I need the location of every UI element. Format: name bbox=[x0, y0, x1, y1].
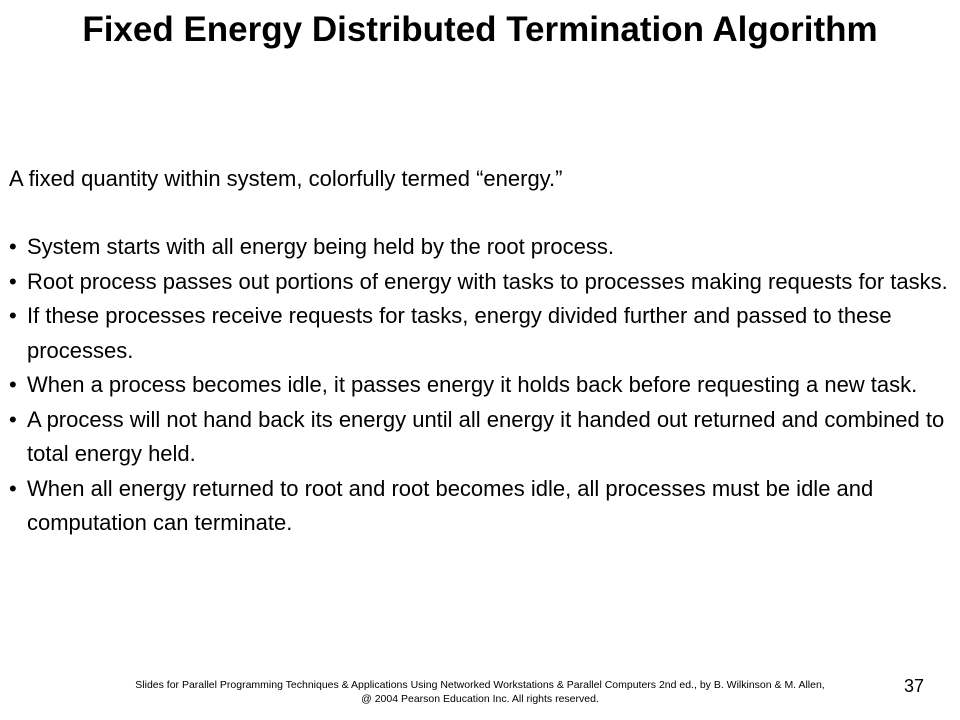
bullet-item bbox=[9, 230, 954, 265]
bullet-item bbox=[9, 368, 954, 403]
slide-footer bbox=[20, 678, 940, 706]
slide-title: Fixed Energy Distributed Termination Algorithm bbox=[82, 10, 878, 49]
bullet-text: If these processes receive requests for tasks, energy divided further and passed to these processes. bbox=[27, 303, 892, 363]
footer-credit: Slides for Parallel Programming Techniques & Applications Using Networked Workstations & Parallel Computers 2nd ed., by B. Wilkinson & M. Allen, bbox=[135, 679, 825, 691]
bullet-list bbox=[9, 230, 954, 541]
page-number: 37 bbox=[903, 676, 924, 696]
bullet-icon: • bbox=[9, 475, 17, 501]
bullet-icon: • bbox=[9, 372, 17, 397]
bullet-item bbox=[9, 403, 954, 472]
footer-copyright: @ 2004 Pearson Education Inc. All rights reserved. bbox=[361, 693, 599, 705]
bullet-icon: • bbox=[9, 268, 17, 294]
bullet-text: A process will not hand back its energy until all energy it handed out returned and combined to total energy held. bbox=[27, 406, 945, 466]
bullet-item bbox=[9, 472, 954, 541]
bullet-item bbox=[9, 265, 954, 300]
bullet-icon: • bbox=[9, 234, 17, 259]
bullet-item bbox=[9, 299, 954, 368]
bullet-text: When all energy returned to root and root becomes idle, all processes must be idle and computation can terminate. bbox=[27, 475, 874, 535]
bullet-icon: • bbox=[9, 303, 17, 328]
bullet-text: Root process passes out portions of energy with tasks to processes making requests for tasks. bbox=[27, 268, 948, 294]
intro-text: A fixed quantity within system, colorfully termed “energy.” bbox=[9, 166, 563, 191]
bullet-icon: • bbox=[9, 406, 17, 432]
bullet-text: System starts with all energy being held by the root process. bbox=[27, 234, 614, 259]
bullet-text: When a process becomes idle, it passes energy it holds back before requesting a new task. bbox=[27, 372, 918, 397]
